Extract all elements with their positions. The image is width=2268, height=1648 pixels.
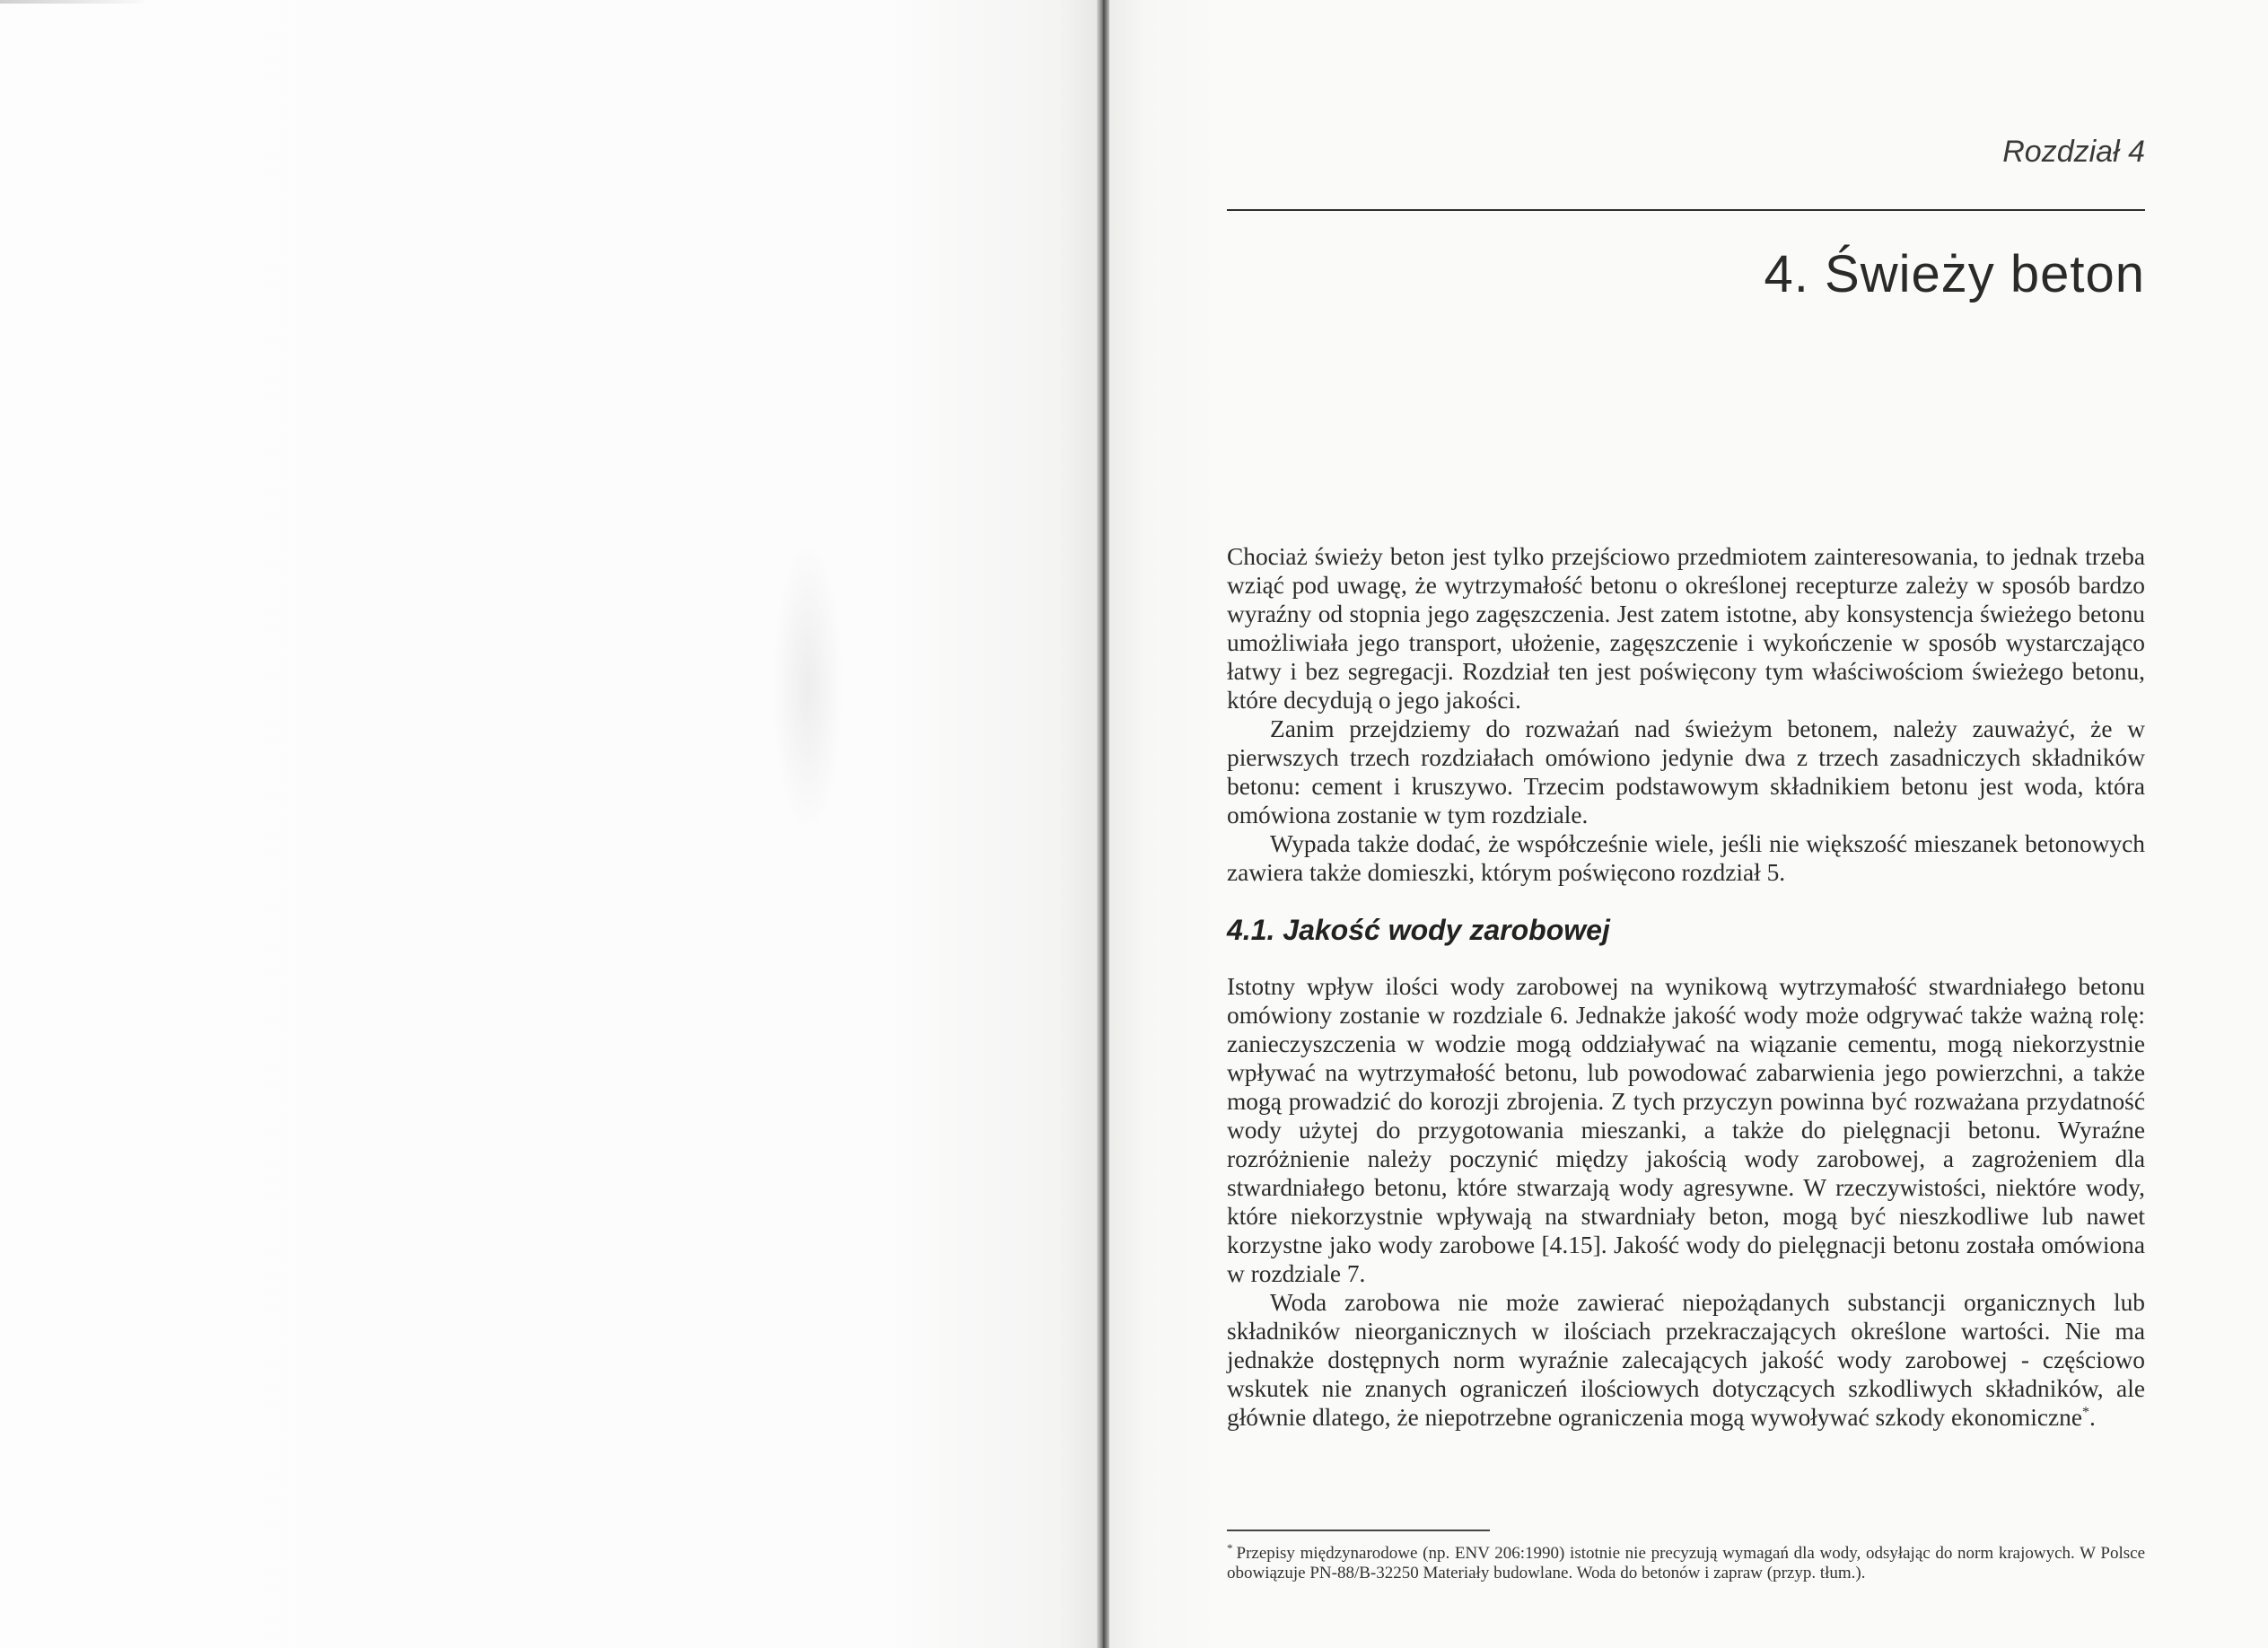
footnote-reference: * [2082, 1404, 2089, 1420]
paragraph: Istotny wpływ ilości wody zarobowej na wynikową wytrzymałość stwardniałego betonu omówiony zostanie w rozdziale 6. Jednakże jakość wody może odgrywać także ważną rolę: zanieczyszczenia w wodzie mogą oddziaływać na wiązanie cementu, mogą niekorzystnie wpływać na wytrzymałość betonu, lub powodować zabarwienia jego powierzchni, a także mogą prowadzić do korozji zbrojenia. Z tych przyczyn powinna być rozważana przydatność wody użytej do przygotowania mieszanki, a także do pielęgnacji betonu. Wyraźne rozróżnienie należy poczynić między jakością wody zarobowej, a zagrożeniem dla stwardniałego betonu, które stwarzają wody agresywne. W rzeczywistości, niektóre wody, które niekorzystnie wpływają na stwardniały beton, mogą być nieszkodliwe lub nawet korzystne jako wody zarobowe [4.15]. Jakość wody do pielęgnacji betonu została omówiona w rozdziale 7. [1227, 973, 2145, 1287]
chapter-title: 4. Świeży beton [1764, 245, 2145, 303]
body-text [1227, 542, 2145, 1432]
paragraph-with-footnote-ref: Woda zarobowa nie może zawierać niepożądanych substancji organicznych lub składników nieorganicznych w ilościach przekraczających określone wartości. Nie ma jednakże dostępnych norm wyraźnie zalecających jakość wody zarobowej - częściowo wskutek nie znanych ograniczeń ilościowych dotyczących szkodliwych składników, ale głównie dlatego, że niepotrzebne ograniczenia mogą wywoływać szkody ekonomiczne*. [1227, 1289, 2145, 1431]
paragraph: Wypada także dodać, że współcześnie wiele, jeśli nie większość mieszanek betonowych zawiera także domieszki, którym poświęcono rozdział 5. [1227, 830, 2145, 886]
left-page-blank [0, 0, 1102, 1648]
running-head: Rozdział 4 [2002, 135, 2145, 169]
bleed-through-shadow [772, 539, 844, 835]
page-edge-mark [0, 0, 144, 4]
header-rule [1227, 209, 2145, 211]
book-gutter [1097, 0, 1109, 1648]
paragraph: Zanim przejdziemy do rozważań nad świeżym betonem, należy zauważyć, że w pierwszych trzech rozdziałach omówiono jedynie dwa z trzech zasadniczych składników betonu: cement i kruszywo. Trzecim podstawowym składnikiem betonu jest woda, która omówiona zostanie w tym rozdziale. [1227, 715, 2145, 828]
footnote [1227, 1540, 2145, 1583]
footnote-marker: * [1227, 1540, 1233, 1555]
right-page [1109, 0, 2268, 1648]
footnote-text: Przepisy międzynarodowe (np. ENV 206:1990) istotnie nie precyzują wymagań dla wody, odsyłając do norm krajowych. W Polsce obowiązuje PN-88/B-32250 Materiały budowlane. Woda do betonów i zapraw (przyp. tłum.). [1227, 1544, 2145, 1582]
paragraph-text: Woda zarobowa nie może zawierać niepożądanych substancji organicznych lub składników nieorganicznych w ilościach przekraczających określone wartości. Nie ma jednakże dostępnych norm wyraźnie zalecających jakość wody zarobowej - częściowo wskutek nie znanych ograniczeń ilościowych dotyczących szkodliwych składników, ale głównie dlatego, że niepotrzebne ograniczenia mogą wywoływać szkody ekonomiczne [1227, 1289, 2145, 1431]
section-heading: 4.1. Jakość wody zarobowej [1227, 914, 1610, 946]
footnote-rule [1227, 1530, 1490, 1531]
paragraph: Chociaż świeży beton jest tylko przejściowo przedmiotem zainteresowania, to jednak trzeba wziąć pod uwagę, że wytrzymałość betonu o określonej recepturze zależy w sposób bardzo wyraźny od stopnia jego zagęszczenia. Jest zatem istotne, aby konsystencja świeżego betonu umożliwiała jego transport, ułożenie, zagęszczenie i wykończenie w sposób wystarczająco łatwy i bez segregacji. Rozdział ten jest poświęcony tym właściwościom świeżego betonu, które decydują o jego jakości. [1227, 543, 2145, 714]
